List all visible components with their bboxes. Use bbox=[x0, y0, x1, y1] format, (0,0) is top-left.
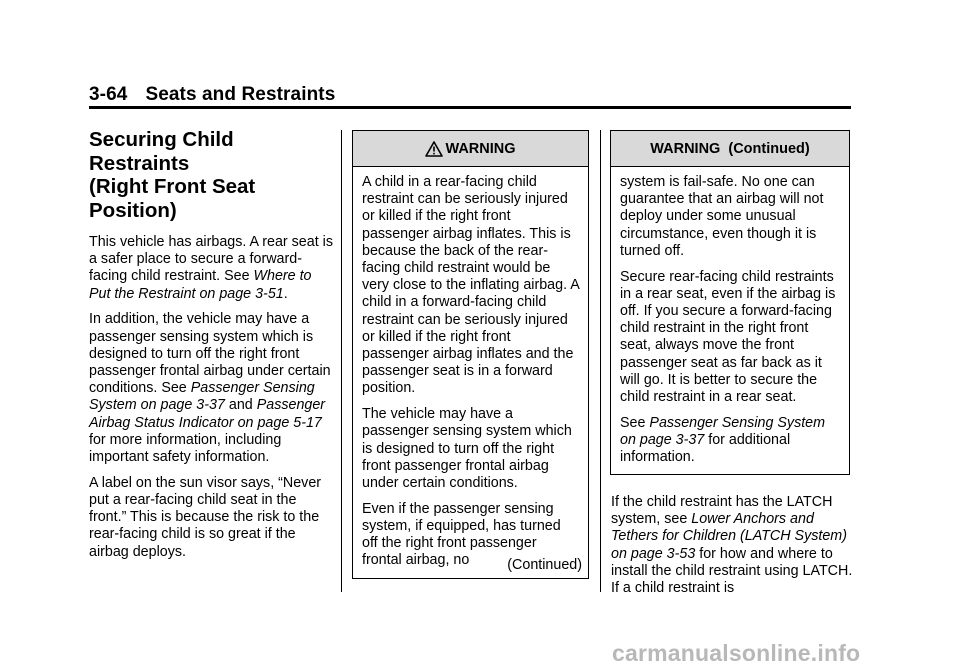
column-1 bbox=[89, 128, 334, 569]
paragraph: In addition, the vehicle may have a passenger sensing system which is designed to turn off the right front passenger frontal airbag under certain conditions. See Passenger Sensing System on page 3-37 and Passenger Airbag Status Indicator on page 5-17 for more information, including important safety information. bbox=[89, 311, 331, 466]
cross-reference[interactable]: Where to Put the Restraint on page 3-51 bbox=[89, 268, 312, 302]
column-3-text bbox=[611, 494, 853, 597]
paragraph: Even if the passenger sensing system, if equipped, has turned off the right front passenger frontal airbag, no bbox=[362, 500, 561, 569]
page-number: 3-64 bbox=[89, 84, 128, 105]
section-title: Seats and Restraints bbox=[145, 84, 336, 105]
warning-continued-body bbox=[611, 167, 849, 466]
warning-box bbox=[352, 130, 589, 579]
warning-header bbox=[353, 131, 588, 167]
column-divider bbox=[341, 130, 342, 592]
paragraph: A child in a rear-facing child restraint can be seriously injured or killed if the right front passenger airbag inflates. This is because the back of the rear-facing child restraint would be very close to the inflating airbag. A child in a forward-facing child restraint can be seriously injured or killed if the right front passenger airbag inflates and the passenger seat is in a forward position. bbox=[362, 174, 579, 397]
paragraph: This vehicle has airbags. A rear seat is a safer place to secure a forward-facing child restraint. See Where to Put the Restraint on page 3-51. bbox=[89, 234, 333, 302]
paragraph: See Passenger Sensing System on page 3-37 for additional information. bbox=[620, 414, 826, 466]
paragraph: A label on the sun visor says, “Never put a rear-facing child seat in the front.” This is because the risk to the rear-facing child is so great if the airbag deploys. bbox=[89, 474, 322, 560]
paragraph: system is fail-safe. No one can guarantee that an airbag will not deploy under some unusual circumstance, even though it is turned off. bbox=[620, 174, 824, 259]
watermark: carmanualsonline.info bbox=[612, 640, 861, 666]
page-header bbox=[89, 84, 335, 106]
cross-reference[interactable]: Passenger Sensing System on page 3-37 bbox=[89, 380, 315, 414]
paragraph: Secure rear-facing child restraints in a rear seat, even if the airbag is off. If you secure a forward-facing child restraint in the right front seat, always move the front passenger seat as far back as it will go. It is better to secure the child restraint in a rear seat. bbox=[620, 268, 836, 406]
warning-continued-box bbox=[610, 130, 850, 475]
warning-title: WARNING bbox=[445, 140, 516, 157]
warning-icon bbox=[425, 141, 443, 157]
continued-label: (Continued) bbox=[507, 557, 582, 573]
warning-body bbox=[353, 167, 588, 570]
warning-continued-header: WARNING (Continued) bbox=[611, 131, 849, 167]
paragraph: If the child restraint has the LATCH system, see Lower Anchors and Tethers for Children (LATCH System) on page 3-53 for how and where to install the child restraint using LATCH. If a child restraint is bbox=[611, 494, 853, 597]
cross-reference[interactable]: Passenger Sensing System on page 3-37 bbox=[620, 414, 826, 449]
column-divider bbox=[600, 130, 601, 592]
section-heading: Securing Child Restraints (Right Front Seat Position) bbox=[89, 128, 256, 222]
cross-reference[interactable]: Passenger Airbag Status Indicator on page 5-17 bbox=[89, 397, 326, 431]
paragraph: The vehicle may have a passenger sensing system which is designed to turn off the right front passenger frontal airbag under certain conditions. bbox=[362, 406, 572, 492]
cross-reference[interactable]: Lower Anchors and Tethers for Children (LATCH System) on page 3-53 bbox=[611, 511, 847, 562]
header-rule bbox=[89, 106, 851, 109]
